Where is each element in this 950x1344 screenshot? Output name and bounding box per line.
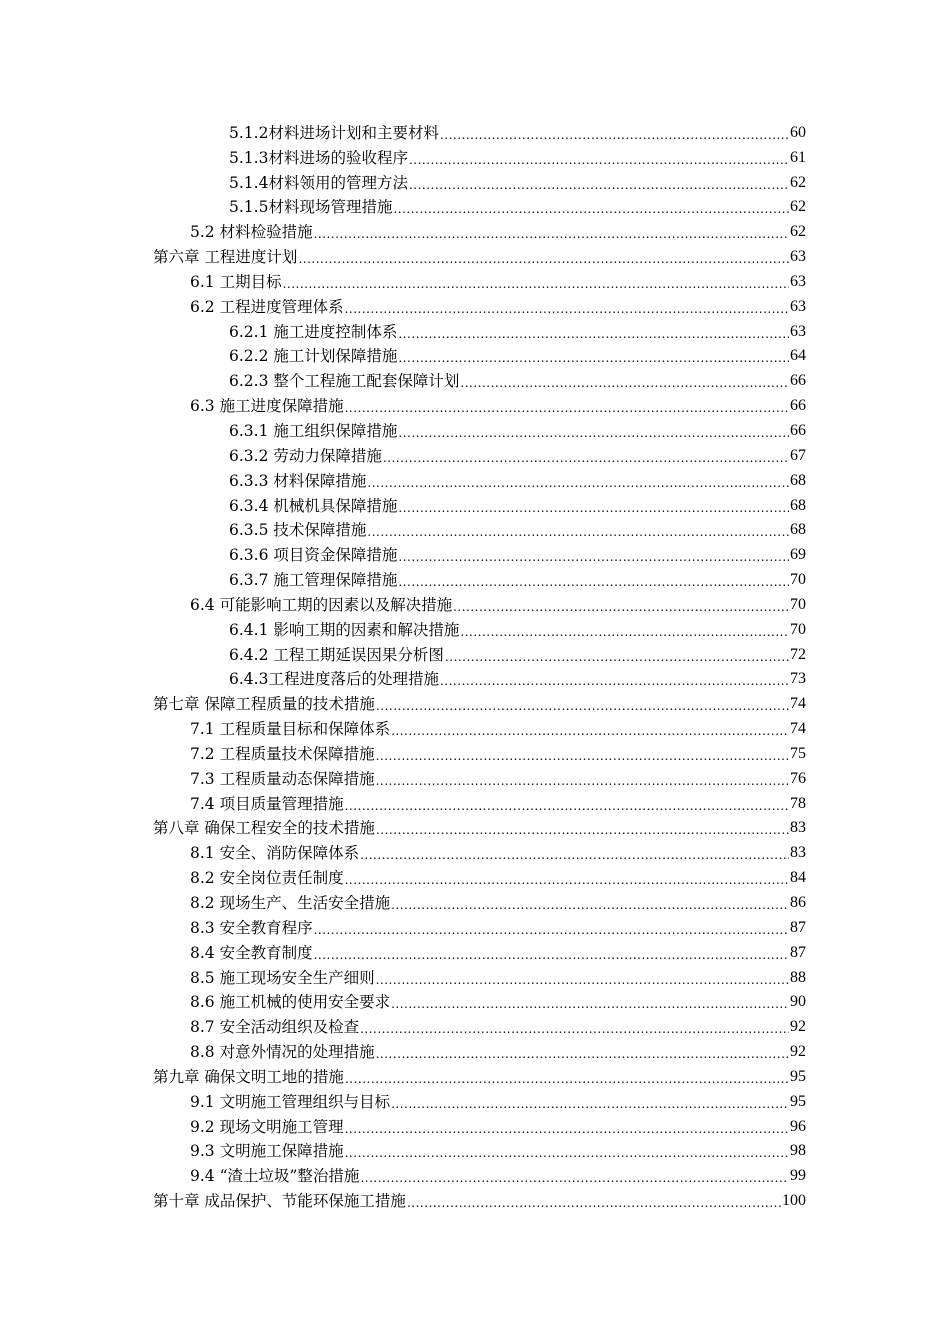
toc-entry-page-number: 83 [790, 819, 806, 837]
toc-entry-title: 7.4 项目质量管理措施 [190, 794, 344, 813]
toc-dot-leader [376, 698, 789, 714]
toc-entry-line [190, 968, 806, 988]
toc-entry-page-number: 73 [790, 670, 806, 688]
toc-entry-title: 8.8 对意外情况的处理措施 [190, 1043, 375, 1062]
toc-entry[interactable] [0, 442, 950, 467]
toc-entry-line [190, 744, 806, 764]
toc-entry-page-number: 98 [790, 1142, 806, 1160]
toc-entry-page-number: 87 [790, 918, 806, 936]
toc-entry-page-number: 72 [790, 645, 806, 663]
toc-entry-line [229, 570, 806, 590]
toc-dot-leader [314, 922, 789, 938]
toc-entry-title: 第八章 确保工程安全的技术措施 [153, 819, 375, 838]
toc-entry-page-number: 88 [790, 968, 806, 986]
toc-entry[interactable] [0, 218, 950, 243]
toc-entry-title: 6.3.7 施工管理保障措施 [229, 571, 398, 590]
toc-dot-leader [314, 226, 789, 242]
toc-entry-line [229, 520, 806, 540]
toc-entry-line [190, 1117, 806, 1137]
toc-dot-leader [391, 723, 789, 739]
toc-entry-title: 9.1 文明施工管理组织与目标 [190, 1092, 391, 1111]
toc-entry-line [153, 818, 806, 838]
toc-entry[interactable] [0, 119, 950, 144]
toc-entry-page-number: 95 [790, 1092, 806, 1110]
toc-entry[interactable] [0, 417, 950, 442]
table-of-contents [0, 119, 950, 1212]
toc-dot-leader [367, 475, 789, 491]
toc-entry[interactable] [0, 1038, 950, 1063]
toc-entry-line [229, 545, 806, 565]
toc-entry[interactable] [0, 343, 950, 368]
toc-entry[interactable] [0, 492, 950, 517]
toc-entry-page-number: 62 [790, 198, 806, 216]
toc-entry-title: 9.3 文明施工保障措施 [190, 1142, 344, 1161]
toc-entry-line [229, 371, 806, 391]
toc-entry-title: 8.4 安全教育制度 [190, 943, 313, 962]
toc-dot-leader [409, 152, 789, 168]
toc-entry-page-number: 87 [790, 943, 806, 961]
toc-entry-title: 8.7 安全活动组织及检查 [190, 1018, 360, 1037]
toc-entry-title: 6.2.2 施工计划保障措施 [229, 347, 398, 366]
toc-entry-line [229, 346, 806, 366]
toc-entry-page-number: 100 [782, 1192, 806, 1210]
toc-entry[interactable] [0, 566, 950, 591]
toc-entry-title: 5.1.5材料现场管理措施 [229, 198, 393, 217]
toc-entry-page-number: 68 [790, 521, 806, 539]
toc-entry[interactable] [0, 169, 950, 194]
toc-entry-title: 6.3 施工进度保障措施 [190, 397, 344, 416]
toc-entry-title: 6.2.1 施工进度控制体系 [229, 322, 398, 341]
toc-dot-leader [345, 798, 789, 814]
toc-entry-page-number: 66 [790, 397, 806, 415]
toc-entry-line [190, 719, 806, 739]
toc-entry[interactable] [0, 889, 950, 914]
toc-entry[interactable] [0, 367, 950, 392]
toc-entry-page-number: 75 [790, 744, 806, 762]
toc-dot-leader [345, 872, 789, 888]
toc-entry-title: 第十章 成品保护、节能环保施工措施 [153, 1192, 406, 1211]
toc-entry[interactable] [0, 666, 950, 691]
toc-entry-page-number: 90 [790, 993, 806, 1011]
toc-dot-leader [360, 847, 789, 863]
toc-entry-title: 6.2.3 整个工程施工配套保障计划 [229, 372, 460, 391]
toc-entry-line [229, 471, 806, 491]
toc-dot-leader [345, 1145, 789, 1161]
toc-entry-line [190, 222, 806, 242]
toc-dot-leader [360, 1170, 789, 1186]
toc-entry-title: 6.3.2 劳动力保障措施 [229, 446, 382, 465]
toc-dot-leader [283, 276, 789, 292]
toc-entry-title: 9.4 “渣土垃圾”整治措施 [190, 1167, 360, 1186]
toc-dot-leader [460, 624, 789, 640]
toc-entry-line [229, 197, 806, 217]
toc-entry[interactable] [0, 616, 950, 641]
toc-entry-title: 第七章 保障工程质量的技术措施 [153, 695, 375, 714]
toc-dot-leader [398, 326, 789, 342]
toc-entry[interactable] [0, 392, 950, 417]
toc-entry-page-number: 74 [790, 695, 806, 713]
toc-entry[interactable] [0, 1162, 950, 1187]
toc-dot-leader [440, 127, 789, 143]
toc-entry[interactable] [0, 939, 950, 964]
toc-entry-line [190, 843, 806, 863]
toc-entry-page-number: 74 [790, 720, 806, 738]
toc-entry[interactable] [0, 1088, 950, 1113]
toc-entry-title: 5.1.3材料进场的验收程序 [229, 148, 408, 167]
toc-entry-page-number: 63 [790, 297, 806, 315]
toc-entry-page-number: 63 [790, 248, 806, 266]
toc-dot-leader [376, 1046, 789, 1062]
toc-entry-title: 7.2 工程质量技术保障措施 [190, 744, 375, 763]
toc-entry[interactable] [0, 1138, 950, 1163]
toc-dot-leader [440, 673, 789, 689]
toc-entry[interactable] [0, 268, 950, 293]
toc-dot-leader [345, 400, 789, 416]
toc-entry-line [190, 272, 806, 292]
toc-dot-leader [407, 1195, 781, 1211]
toc-entry-line [190, 943, 806, 963]
toc-dot-leader [383, 450, 789, 466]
toc-dot-leader [367, 524, 789, 540]
toc-entry-page-number: 62 [790, 173, 806, 191]
toc-entry-line [229, 496, 806, 516]
toc-entry[interactable] [0, 989, 950, 1014]
toc-entry-title: 6.2 工程进度管理体系 [190, 297, 344, 316]
toc-entry-line [190, 769, 806, 789]
toc-entry-page-number: 63 [790, 322, 806, 340]
toc-dot-leader [345, 1121, 789, 1137]
toc-dot-leader [376, 972, 789, 988]
toc-entry-line [153, 694, 806, 714]
toc-entry-line [190, 297, 806, 317]
toc-entry-page-number: 62 [790, 223, 806, 241]
toc-entry-page-number: 99 [790, 1167, 806, 1185]
toc-entry-line [153, 1191, 806, 1211]
toc-entry[interactable] [0, 839, 950, 864]
toc-entry-page-number: 66 [790, 421, 806, 439]
toc-entry-title: 6.3.4 机械机具保障措施 [229, 496, 398, 515]
toc-entry-title: 7.1 工程质量目标和保障体系 [190, 720, 391, 739]
toc-entry-page-number: 92 [790, 1018, 806, 1036]
toc-entry-line [229, 645, 806, 665]
toc-entry[interactable] [0, 715, 950, 740]
toc-entry[interactable] [0, 318, 950, 343]
toc-entry-page-number: 76 [790, 769, 806, 787]
toc-entry-line [153, 1067, 806, 1087]
toc-entry-page-number: 69 [790, 546, 806, 564]
toc-entry-line [229, 669, 806, 689]
toc-entry-page-number: 95 [790, 1067, 806, 1085]
toc-entry[interactable] [0, 690, 950, 715]
toc-entry-line [190, 893, 806, 913]
toc-entry-page-number: 86 [790, 894, 806, 911]
toc-entry-line [190, 396, 806, 416]
toc-entry[interactable] [0, 864, 950, 889]
toc-entry-title: 5.1.2材料进场计划和主要材料 [229, 123, 439, 142]
toc-entry-page-number: 68 [790, 496, 806, 514]
toc-entry-page-number: 70 [790, 571, 806, 589]
toc-entry[interactable] [0, 1113, 950, 1138]
toc-entry-line [190, 868, 806, 888]
toc-dot-leader [391, 897, 789, 913]
toc-entry[interactable] [0, 1063, 950, 1088]
toc-entry-page-number: 78 [790, 794, 806, 812]
toc-entry[interactable] [0, 765, 950, 790]
toc-entry-page-number: 92 [790, 1043, 806, 1061]
toc-entry[interactable] [0, 740, 950, 765]
toc-entry-line [229, 446, 806, 466]
toc-entry-title: 8.2 现场生产、生活安全措施 [190, 894, 391, 912]
toc-entry-line [229, 322, 806, 342]
toc-entry-line [190, 1042, 806, 1062]
toc-dot-leader [376, 748, 789, 764]
toc-entry-page-number: 96 [790, 1117, 806, 1135]
toc-entry-page-number: 61 [790, 148, 806, 166]
toc-entry-line [190, 595, 806, 615]
toc-entry[interactable] [0, 914, 950, 939]
toc-entry-page-number: 67 [790, 446, 806, 464]
toc-entry-title: 第六章 工程进度计划 [153, 248, 298, 267]
toc-dot-leader [360, 1021, 789, 1037]
toc-entry-title: 8.1 安全、消防保障体系 [190, 844, 360, 863]
toc-dot-leader [398, 425, 789, 441]
toc-entry[interactable] [0, 964, 950, 989]
toc-dot-leader [391, 996, 789, 1012]
toc-entry-title: 8.5 施工现场安全生产细则 [190, 968, 375, 987]
toc-entry-title: 6.3.6 项目资金保障措施 [229, 546, 398, 565]
toc-dot-leader [345, 301, 789, 317]
toc-dot-leader [409, 177, 789, 193]
toc-entry-title: 7.3 工程质量动态保障措施 [190, 769, 375, 788]
toc-entry-title: 8.2 安全岗位责任制度 [190, 869, 344, 888]
toc-entry-title: 第九章 确保文明工地的措施 [153, 1067, 344, 1086]
toc-entry-page-number: 66 [790, 372, 806, 390]
toc-entry-title: 5.2 材料检验措施 [190, 223, 313, 242]
toc-entry-page-number: 68 [790, 471, 806, 489]
toc-entry[interactable] [0, 1187, 950, 1212]
toc-dot-leader [298, 251, 789, 267]
toc-entry-page-number: 84 [790, 869, 806, 887]
toc-entry-title: 6.3.3 材料保障措施 [229, 471, 367, 490]
toc-entry[interactable] [0, 243, 950, 268]
toc-entry-title: 6.4.3工程进度落后的处理措施 [229, 670, 439, 689]
toc-entry-title: 6.4.1 影响工期的因素和解决措施 [229, 620, 460, 639]
toc-entry-line [190, 1141, 806, 1161]
toc-entry-title: 6.1 工期目标 [190, 272, 282, 291]
toc-dot-leader [314, 947, 789, 963]
toc-entry[interactable] [0, 541, 950, 566]
toc-entry-line [190, 1092, 806, 1112]
toc-dot-leader [393, 201, 789, 217]
toc-entry[interactable] [0, 293, 950, 318]
toc-entry-title: 9.2 现场文明施工管理 [190, 1117, 344, 1136]
toc-dot-leader [398, 500, 789, 516]
toc-entry-title: 8.6 施工机械的使用安全要求 [190, 993, 391, 1012]
toc-dot-leader [345, 1071, 789, 1087]
toc-entry[interactable] [0, 1013, 950, 1038]
toc-entry-page-number: 60 [790, 123, 806, 141]
toc-dot-leader [376, 773, 789, 789]
toc-entry-line [190, 1017, 806, 1037]
toc-entry[interactable] [0, 641, 950, 666]
toc-entry-title: 8.3 安全教育程序 [190, 918, 313, 937]
toc-entry[interactable] [0, 790, 950, 815]
toc-entry-page-number: 83 [790, 844, 806, 862]
toc-dot-leader [398, 549, 789, 565]
toc-entry-line [190, 918, 806, 938]
toc-entry-page-number: 63 [790, 272, 806, 290]
toc-entry-title: 6.3.1 施工组织保障措施 [229, 421, 398, 440]
toc-dot-leader [398, 574, 789, 590]
toc-dot-leader [391, 1096, 789, 1112]
toc-entry[interactable] [0, 467, 950, 492]
toc-entry-line [229, 148, 806, 168]
toc-dot-leader [445, 649, 789, 665]
toc-entry-line [229, 421, 806, 441]
toc-entry-line [153, 247, 806, 267]
toc-entry[interactable] [0, 815, 950, 840]
toc-dot-leader [376, 822, 789, 838]
toc-entry-page-number: 70 [790, 595, 806, 613]
toc-entry-line [229, 173, 806, 193]
toc-entry-title: 6.4.2 工程工期延误因果分析图 [229, 645, 444, 664]
toc-entry-line [229, 123, 806, 143]
toc-entry-page-number: 70 [790, 620, 806, 638]
toc-dot-leader [398, 350, 789, 366]
toc-entry[interactable] [0, 194, 950, 219]
toc-entry[interactable] [0, 517, 950, 542]
toc-entry-line [190, 992, 806, 1012]
toc-entry-line [190, 794, 806, 814]
toc-dot-leader [460, 375, 789, 391]
toc-entry-title: 6.3.5 技术保障措施 [229, 521, 367, 540]
toc-entry-page-number: 64 [790, 347, 806, 365]
toc-entry-title: 5.1.4材料领用的管理方法 [229, 173, 408, 192]
toc-entry[interactable] [0, 144, 950, 169]
toc-entry[interactable] [0, 591, 950, 616]
toc-entry-title: 6.4 可能影响工期的因素以及解决措施 [190, 595, 453, 614]
toc-entry-line [190, 1166, 806, 1186]
toc-entry-line [229, 620, 806, 640]
toc-dot-leader [453, 599, 789, 615]
